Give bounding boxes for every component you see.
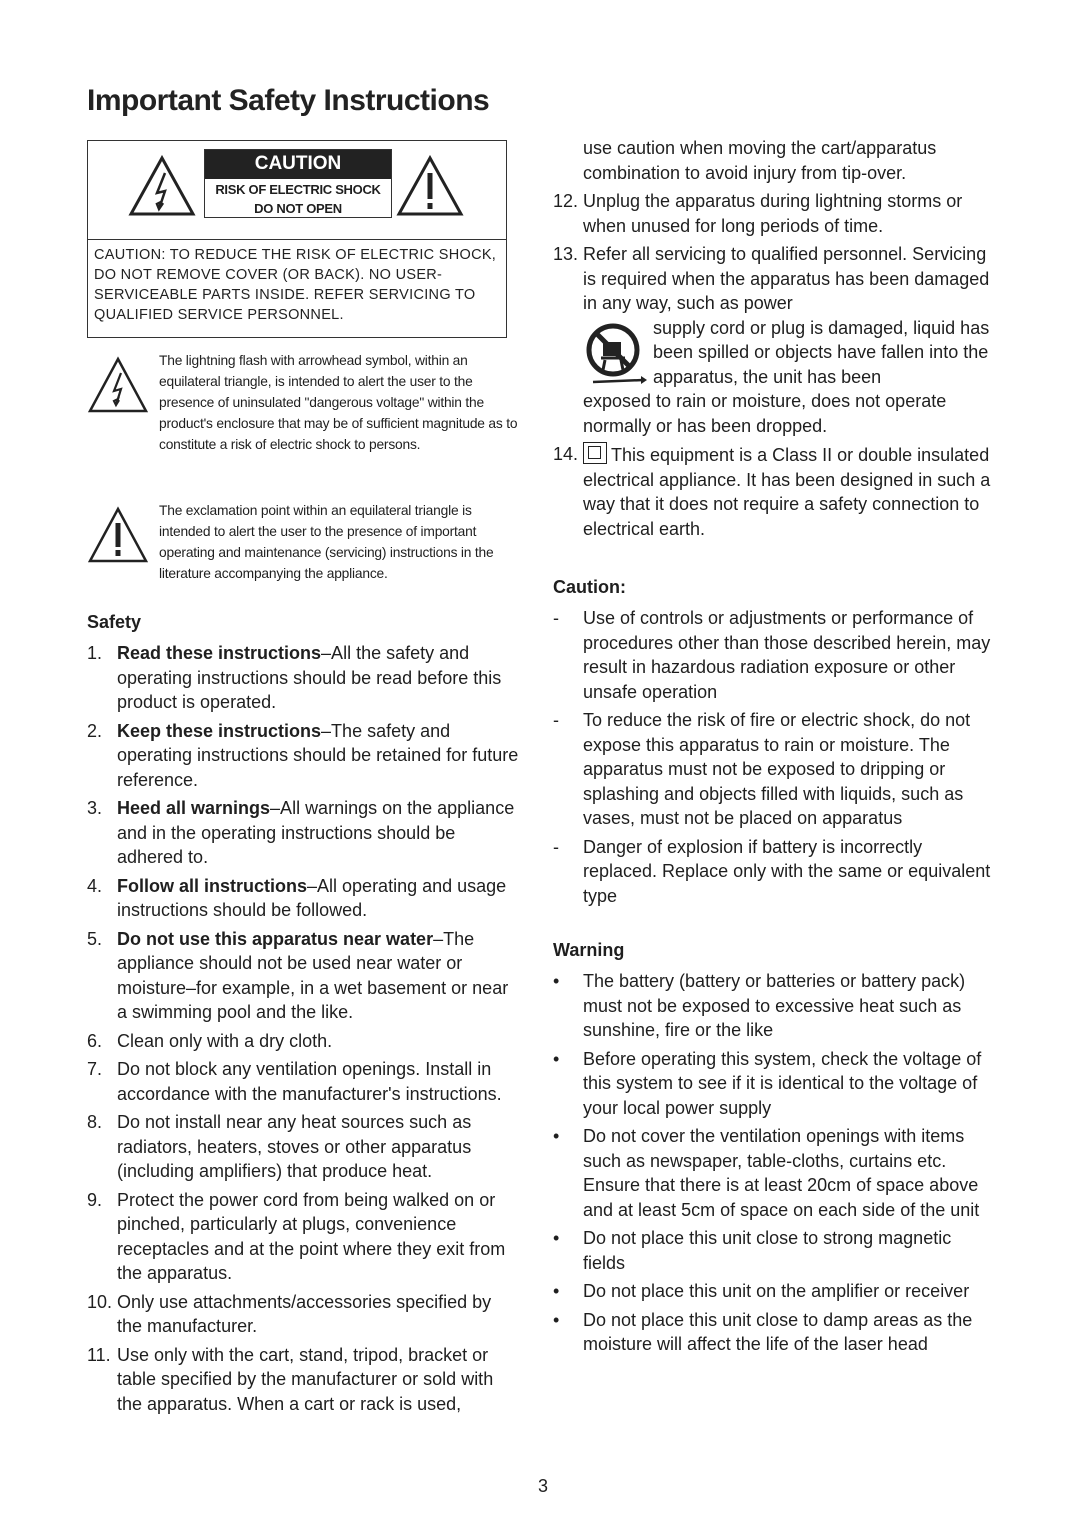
caution-item: - Use of controls or adjustments or performance of procedures other than those described herein, may result in hazardous radiation exposure or other unsafe operation	[553, 608, 991, 702]
safety-list-continued	[553, 189, 993, 316]
safety-item: 11. Use only with the cart, stand, tripod, bracket or table specified by the manufacturer or sold with the apparatus. When a cart or rack is used,	[87, 1344, 494, 1414]
item13-text-c: exposed to rain or moisture, does not operate normally or has been dropped.	[583, 391, 947, 436]
lightning-symbol-text: The lightning flash with arrowhead symbol, within an equilateral triangle, is intended to alert the user to the presence of uninsulated "dangerous voltage" within the product's enclosure that may be of sufficient magnitude as to constitute a risk of electric shock to persons.	[159, 353, 518, 452]
exclamation-triangle-icon	[87, 506, 149, 564]
caution-heading: Caution:	[553, 577, 626, 597]
warning-item: • Do not place this unit close to damp areas as the moisture will affect the life of the laser head	[553, 1309, 973, 1354]
safety-item: 6. Clean only with a dry cloth.	[87, 1030, 333, 1051]
safety-item: 5. Do not use this apparatus near water–The appliance should not be used near water or moisture–for example, in a wet basement or near a swimming pool and the like.	[87, 928, 509, 1022]
right-column	[553, 136, 993, 1361]
safety-item: 10. Only use attachments/accessories specified by the manufacturer.	[87, 1291, 492, 1336]
safety-item: 4. Follow all instructions–All operating and usage instructions should be followed.	[87, 875, 507, 920]
warning-list	[553, 969, 993, 1357]
lightning-triangle-icon	[87, 356, 149, 414]
warning-heading: Warning	[553, 940, 625, 960]
caution-item: - To reduce the risk of fire or electric shock, do not expose this apparatus to rain or moisture. The apparatus must not be exposed to dripping or splashing and objects filled with liquids, such as vases, must not be placed on apparatus	[553, 710, 971, 828]
caution-label	[204, 149, 392, 218]
caution-item: - Danger of explosion if battery is incorrectly replaced. Replace only with the same or equivalent type	[553, 836, 991, 906]
item13-text-b: supply cord or plug is damaged, liquid has been spilled or objects have fallen into the apparatus, the unit has been	[653, 317, 990, 387]
safety-list	[87, 641, 519, 1416]
item13-text-a: Refer all servicing to qualified personnel. Servicing is required when the apparatus has been damaged in any way, such as power	[583, 244, 990, 313]
lightning-warning-icon	[128, 155, 196, 217]
safety-item: 1. Read these instructions–All the safety and operating instructions should be read before this product is operated.	[87, 643, 502, 712]
cart-tip-over-icon	[583, 320, 647, 386]
cart-warning-row	[553, 316, 993, 390]
caution-divider	[88, 239, 506, 240]
left-column	[87, 140, 519, 1420]
exclamation-symbol-explanation	[87, 500, 519, 610]
safety-item: 3. Heed all warnings–All warnings on the appliance and in the operating instructions should be adhered to.	[87, 798, 515, 867]
safety-heading: Safety	[87, 612, 142, 632]
warning-item: • The battery (battery or batteries or battery pack) must not be exposed to excessive heat such as sunshine, fire or the like	[553, 971, 966, 1040]
page-number: 3	[537, 1476, 548, 1496]
warning-item: • Do not cover the ventilation openings with items such as newspaper, table-cloths, curtains etc. Ensure that there is at least 20cm of space above and at least 5cm of space on each side of the unit	[553, 1126, 980, 1220]
item11-continued: use caution when moving the cart/apparatus combination to avoid injury from tip-over.	[583, 138, 937, 183]
safety-item: 7. Do not block any ventilation openings. Install in accordance with the manufacturer's instructions.	[87, 1059, 502, 1104]
warning-item: • Do not place this unit close to strong magnetic fields	[553, 1228, 952, 1273]
lightning-symbol-explanation	[87, 350, 519, 500]
safety-item: 14. This equipment is a Class II or double insulated electrical appliance. It has been designed in such a way that it does not require a safety connection to electrical earth.	[553, 444, 991, 539]
page-title: Important Safety Instructions	[87, 84, 490, 117]
safety-item: 13. Refer all servicing to qualified personnel. Servicing is required when the apparatus has been damaged in any way, such as power	[553, 244, 990, 313]
safety-item: 2. Keep these instructions–The safety and operating instructions should be retained for future reference.	[87, 720, 519, 790]
safety-item: 9. Protect the power cord from being walked on or pinched, particularly at plugs, convenience receptacles and at the point where they exit from the apparatus.	[87, 1189, 506, 1283]
safety-list-item14	[553, 442, 993, 541]
caution-text: CAUTION: TO REDUCE THE RISK OF ELECTRIC SHOCK, DO NOT REMOVE COVER (OR BACK). NO USER-SERVICEABLE PARTS INSIDE. REFER SERVICING TO QUALIFIED SERVICE PERSONNEL.	[94, 247, 497, 323]
exclamation-warning-icon	[396, 155, 464, 217]
safety-item: 8. Do not install near any heat sources such as radiators, heaters, stoves or other apparatus (including amplifiers) that produce heat.	[87, 1112, 472, 1181]
class-ii-double-square-icon	[583, 442, 607, 464]
safety-item: 12. Unplug the apparatus during lightning storms or when unused for long periods of time.	[553, 191, 963, 236]
caution-label-line1: RISK OF ELECTRIC SHOCK	[215, 182, 381, 197]
caution-label-head: CAUTION	[205, 150, 391, 179]
warning-item: • Before operating this system, check the voltage of this system to see if it is identical to the voltage of your local power supply	[553, 1048, 982, 1118]
exclamation-symbol-text: The exclamation point within an equilateral triangle is intended to alert the user to the presence of important operating and maintenance (servicing) instructions in the literature accompanying the appliance.	[159, 503, 494, 581]
caution-list	[553, 606, 993, 908]
caution-box	[87, 140, 507, 338]
warning-item: • Do not place this unit on the amplifier or receiver	[553, 1281, 970, 1301]
caution-label-line2: DO NOT OPEN	[254, 201, 342, 216]
